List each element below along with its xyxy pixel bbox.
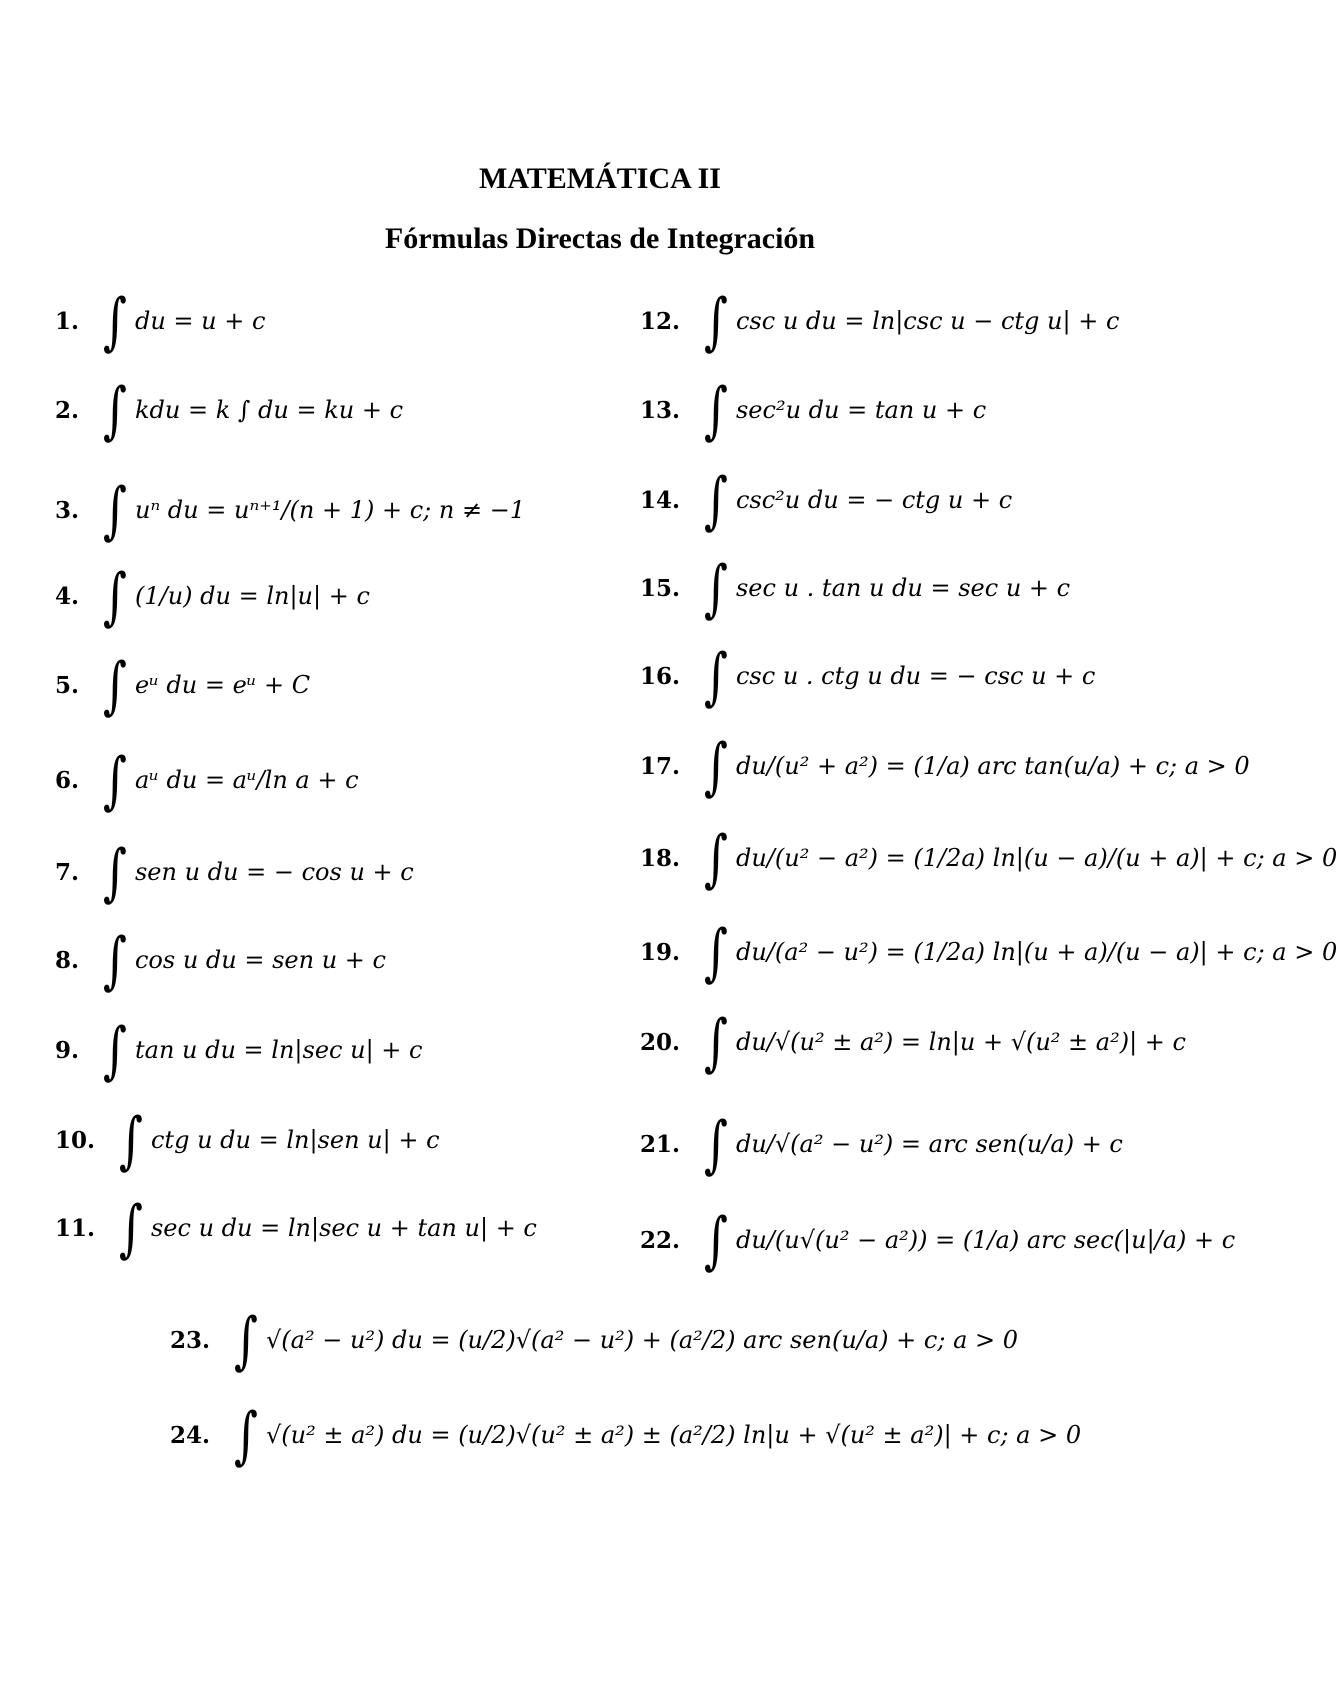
formula-number: 2.: [55, 396, 80, 424]
formula-10: [55, 1100, 440, 1180]
formula-expression: csc u du = ln|csc u − ctg u| + c: [735, 307, 1120, 335]
integral-sign-icon: ∫: [234, 1303, 258, 1377]
integral-sign-icon: ∫: [103, 743, 127, 817]
formula-number: 19.: [640, 938, 681, 966]
integral-sign-icon: ∫: [103, 1013, 127, 1087]
formula-number: 17.: [640, 752, 681, 780]
formula-expression: sec²u du = tan u + c: [735, 396, 987, 424]
formula-expression: du/(a² − u²) = (1/2a) ln|(u + a)/(u − a)| + c; a > 0: [735, 938, 1337, 966]
formula-22: [640, 1200, 1235, 1280]
formula-number: 11.: [55, 1214, 96, 1242]
integral-sign-icon: ∫: [119, 1191, 143, 1265]
formula-expression: du/√(u² ± a²) = ln|u + √(u² ± a²)| + c: [735, 1028, 1186, 1056]
integral-sign-icon: ∫: [704, 915, 728, 989]
formula-19: [640, 912, 1337, 992]
formula-expression: du/(u² + a²) = (1/a) arc tan(u/a) + c; a > 0: [735, 752, 1250, 780]
formula-13: [640, 370, 986, 450]
integral-sign-icon: ∫: [103, 559, 127, 633]
integral-sign-icon: ∫: [704, 639, 728, 713]
integral-sign-icon: ∫: [704, 551, 728, 625]
integral-sign-icon: ∫: [103, 648, 127, 722]
integral-sign-icon: ∫: [704, 373, 728, 447]
integral-sign-icon: ∫: [704, 1203, 728, 1277]
formula-expression: ctg u du = ln|sen u| + c: [150, 1126, 440, 1154]
formula-21: [640, 1104, 1123, 1184]
formula-6: [55, 740, 359, 820]
formula-expression: du = u + c: [134, 307, 266, 335]
formula-number: 1.: [55, 307, 80, 335]
integral-sign-icon: ∫: [704, 821, 728, 895]
formula-expression: tan u du = ln|sec u| + c: [134, 1036, 423, 1064]
formula-number: 6.: [55, 766, 80, 794]
page-title: MATEMÁTICA II: [479, 162, 721, 195]
formula-number: 24.: [170, 1421, 211, 1449]
formula-expression: sec u . tan u du = sec u + c: [735, 574, 1071, 602]
formula-5: [55, 645, 310, 725]
formula-expression: csc u . ctg u du = − csc u + c: [735, 662, 1096, 690]
formula-number: 18.: [640, 844, 681, 872]
formula-8: [55, 920, 386, 1000]
integral-sign-icon: ∫: [704, 284, 728, 358]
formula-18: [640, 818, 1337, 898]
formula-7: [55, 832, 414, 912]
formula-expression: cos u du = sen u + c: [134, 946, 386, 974]
formula-17: [640, 726, 1250, 806]
formula-expression: (1/u) du = ln|u| + c: [134, 582, 370, 610]
formula-4: [55, 556, 370, 636]
formula-15: [640, 548, 1070, 628]
formula-23: [170, 1300, 1018, 1380]
integral-sign-icon: ∫: [103, 923, 127, 997]
formula-expression: du/(u² − a²) = (1/2a) ln|(u − a)/(u + a)| + c; a > 0: [735, 844, 1337, 872]
integral-sign-icon: ∫: [704, 1107, 728, 1181]
formula-expression: kdu = k ∫ du = ku + c: [134, 396, 404, 424]
formula-number: 8.: [55, 946, 80, 974]
formula-12: [640, 281, 1119, 361]
formula-2: [55, 370, 403, 450]
formula-16: [640, 636, 1095, 716]
formula-number: 16.: [640, 662, 681, 690]
formula-number: 7.: [55, 858, 80, 886]
formula-number: 4.: [55, 582, 80, 610]
formula-expression: √(a² − u²) du = (u/2)√(a² − u²) + (a²/2) arc sen(u/a) + c; a > 0: [265, 1326, 1019, 1354]
formula-number: 21.: [640, 1130, 681, 1158]
integral-sign-icon: ∫: [704, 729, 728, 803]
formula-number: 13.: [640, 396, 681, 424]
formula-expression: aᵘ du = aᵘ/ln a + c: [134, 766, 359, 794]
integral-sign-icon: ∫: [119, 1103, 143, 1177]
formula-24: [170, 1395, 1081, 1475]
formula-number: 23.: [170, 1326, 211, 1354]
formula-expression: du/√(a² − u²) = arc sen(u/a) + c: [735, 1130, 1123, 1158]
formula-number: 15.: [640, 574, 681, 602]
formula-11: [55, 1188, 537, 1268]
formula-20: [640, 1002, 1186, 1082]
formula-number: 22.: [640, 1226, 681, 1254]
integral-sign-icon: ∫: [704, 463, 728, 537]
integral-sign-icon: ∫: [234, 1398, 258, 1472]
formula-number: 14.: [640, 486, 681, 514]
integral-sign-icon: ∫: [704, 1005, 728, 1079]
integral-sign-icon: ∫: [103, 373, 127, 447]
formula-expression: uⁿ du = uⁿ⁺¹/(n + 1) + c; n ≠ −1: [134, 496, 526, 524]
page-subtitle: Fórmulas Directas de Integración: [384, 222, 816, 255]
formula-number: 10.: [55, 1126, 96, 1154]
formula-1: [55, 281, 265, 361]
integral-sign-icon: ∫: [103, 835, 127, 909]
formula-expression: sec u du = ln|sec u + tan u| + c: [150, 1214, 537, 1242]
formula-number: 9.: [55, 1036, 80, 1064]
formula-expression: eᵘ du = eᵘ + C: [134, 671, 311, 699]
formula-number: 3.: [55, 496, 80, 524]
formula-expression: sen u du = − cos u + c: [134, 858, 414, 886]
formula-expression: du/(u√(u² − a²)) = (1/a) arc sec(|u|/a) + c: [735, 1226, 1236, 1254]
formula-9: [55, 1010, 422, 1090]
formula-expression: csc²u du = − ctg u + c: [735, 486, 1013, 514]
formula-3: [55, 470, 525, 550]
integral-sign-icon: ∫: [103, 284, 127, 358]
integral-sign-icon: ∫: [103, 473, 127, 547]
formula-number: 5.: [55, 671, 80, 699]
formula-expression: √(u² ± a²) du = (u/2)√(u² ± a²) ± (a²/2) ln|u + √(u² ± a²)| + c; a > 0: [265, 1421, 1082, 1449]
formula-number: 12.: [640, 307, 681, 335]
formula-number: 20.: [640, 1028, 681, 1056]
formula-14: [640, 460, 1012, 540]
